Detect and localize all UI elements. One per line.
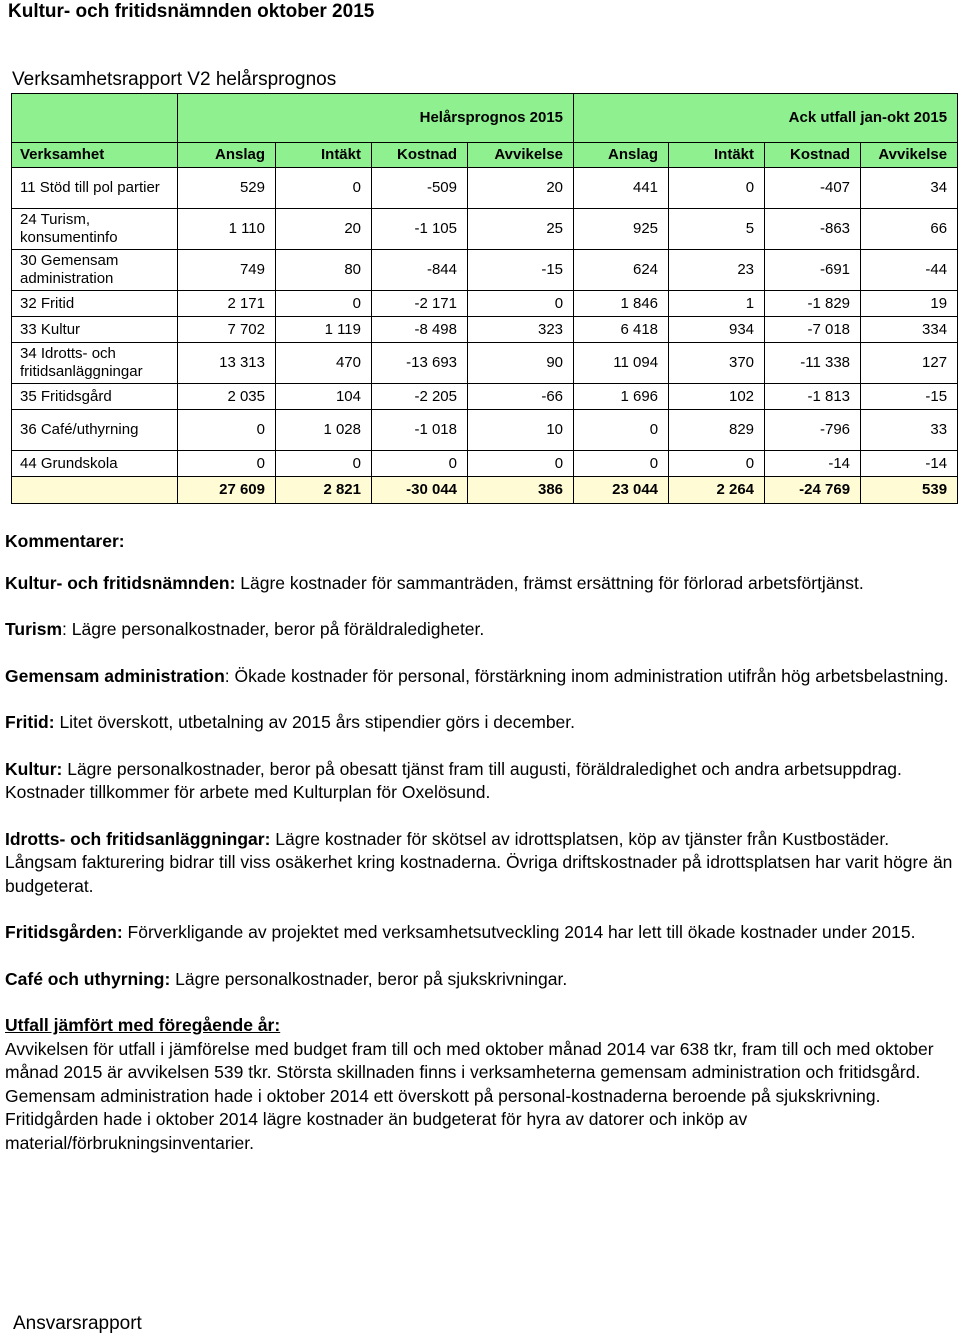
row-value: -2 205 xyxy=(372,384,468,410)
row-value: 34 xyxy=(861,168,958,209)
comment-text: Lägre personalkostnader, beror på sjukskrivningar. xyxy=(170,968,568,989)
row-value: 1 119 xyxy=(276,317,372,343)
row-value: 7 702 xyxy=(178,317,276,343)
row-value: 470 xyxy=(276,343,372,384)
comparison-heading: Utfall jämfört med föregående år: xyxy=(5,1015,281,1035)
group-header-forecast: Helårsprognos 2015 xyxy=(178,94,574,143)
row-value: 441 xyxy=(574,168,669,209)
row-value: 66 xyxy=(861,209,958,250)
row-value: -691 xyxy=(765,250,861,291)
row-value: 0 xyxy=(669,168,765,209)
row-value: 80 xyxy=(276,250,372,291)
row-name: 30 Gemensam administration xyxy=(12,250,178,291)
comment-item xyxy=(5,758,955,805)
row-value: 25 xyxy=(468,209,574,250)
row-name: 24 Turism, konsumentinfo xyxy=(12,209,178,250)
row-value: 529 xyxy=(178,168,276,209)
row-value: -13 693 xyxy=(372,343,468,384)
row-value: 13 313 xyxy=(178,343,276,384)
row-value: 1 696 xyxy=(574,384,669,410)
row-value: 334 xyxy=(861,317,958,343)
row-value: -44 xyxy=(861,250,958,291)
table-row xyxy=(12,410,958,451)
row-value: 0 xyxy=(468,451,574,477)
row-value: -14 xyxy=(765,451,861,477)
row-value: 1 110 xyxy=(178,209,276,250)
column-header: Anslag xyxy=(574,143,669,168)
row-value: -844 xyxy=(372,250,468,291)
row-value: 2 171 xyxy=(178,291,276,317)
totals-label-cell xyxy=(12,477,178,504)
row-value: 749 xyxy=(178,250,276,291)
row-value: 624 xyxy=(574,250,669,291)
row-name: 32 Fritid xyxy=(12,291,178,317)
table-row xyxy=(12,250,958,291)
row-value: 127 xyxy=(861,343,958,384)
row-value: 104 xyxy=(276,384,372,410)
column-header: Kostnad xyxy=(765,143,861,168)
budget-table xyxy=(11,93,958,504)
comments-section xyxy=(5,530,955,1155)
comment-item xyxy=(5,665,955,689)
row-value: 934 xyxy=(669,317,765,343)
column-header: Avvikelse xyxy=(861,143,958,168)
column-header: Intäkt xyxy=(669,143,765,168)
row-value: 0 xyxy=(276,291,372,317)
row-value: -2 171 xyxy=(372,291,468,317)
comment-text: Lägre personalkostnader, beror på obesatt tjänst fram till augusti, föräldraledighet och andra arbetsuppdrag. Kostnader tillkommer för arbete med Kulturplan för Oxelösund. xyxy=(5,758,902,802)
comment-label: Fritidsgården: xyxy=(5,922,123,942)
row-value: 829 xyxy=(669,410,765,451)
column-header: Intäkt xyxy=(276,143,372,168)
comment-item xyxy=(5,711,955,735)
row-name: 44 Grundskola xyxy=(12,451,178,477)
row-value: -11 338 xyxy=(765,343,861,384)
row-value: 0 xyxy=(178,410,276,451)
comparison-text: Avvikelsen för utfall i jämförelse med budget fram till och med oktober månad 2014 var 638 tkr, fram till och med oktober månad 2015 är avvikelsen 539 tkr. Största skillnaden finns i verksamheterna gemensam administration och fritidsgård. Gemensam administration hade i oktober 2014 ett överskott på personal-kostnaderna beroende på sjukskrivning. Fritidgården hade i oktober 2014 lägre kostnader än budgeterat för hyra av datorer och inköp av material/förbrukningsinventarier. xyxy=(5,1038,934,1153)
column-header-row xyxy=(12,143,958,168)
comment-item xyxy=(5,828,955,899)
comment-text: : Lägre personalkostnader, beror på föräldraledigheter. xyxy=(62,619,485,639)
comment-text: : Ökade kostnader för personal, förstärkning inom administration utifrån hög arbetsbelastning. xyxy=(224,665,949,686)
total-value: 2 264 xyxy=(669,477,765,504)
row-value: -407 xyxy=(765,168,861,209)
comments-heading: Kommentarer: xyxy=(5,531,125,551)
comment-text: Lägre kostnader för sammanträden, främst ersättning för förlorad arbetsförtjänst. xyxy=(235,572,864,593)
totals-row xyxy=(12,477,958,504)
comment-list xyxy=(5,572,955,992)
row-value: 1 028 xyxy=(276,410,372,451)
comment-label: Gemensam administration xyxy=(5,665,225,686)
comment-label: Fritid: xyxy=(5,712,55,732)
row-value: 0 xyxy=(574,410,669,451)
row-value: -14 xyxy=(861,451,958,477)
row-value: 925 xyxy=(574,209,669,250)
row-value: 0 xyxy=(372,451,468,477)
row-value: 2 035 xyxy=(178,384,276,410)
row-value: 19 xyxy=(861,291,958,317)
total-value: 23 044 xyxy=(574,477,669,504)
row-value: 10 xyxy=(468,410,574,451)
column-header: Avvikelse xyxy=(468,143,574,168)
row-value: 23 xyxy=(669,250,765,291)
row-value: -509 xyxy=(372,168,468,209)
row-value: -863 xyxy=(765,209,861,250)
row-name: 36 Café/uthyrning xyxy=(12,410,178,451)
comment-label: Idrotts- och fritidsanläggningar: xyxy=(5,828,271,849)
comment-item xyxy=(5,618,955,642)
total-value: 539 xyxy=(861,477,958,504)
comment-item xyxy=(5,921,955,945)
row-value: 90 xyxy=(468,343,574,384)
total-value: 386 xyxy=(468,477,574,504)
row-value: 102 xyxy=(669,384,765,410)
total-value: -30 044 xyxy=(372,477,468,504)
table-row xyxy=(12,291,958,317)
row-value: -7 018 xyxy=(765,317,861,343)
group-header-spacer xyxy=(12,94,178,143)
report-subtitle: Verksamhetsrapport V2 helårsprognos xyxy=(12,69,337,90)
row-value: -1 813 xyxy=(765,384,861,410)
comment-label: Turism xyxy=(5,619,63,639)
comment-text: Litet överskott, utbetalning av 2015 års stipendier görs i december. xyxy=(54,712,576,732)
row-value: 5 xyxy=(669,209,765,250)
column-header: Verksamhet xyxy=(12,143,178,168)
comment-text: Lägre kostnader för skötsel av idrottsplatsen, köp av tjänster från Kustbostäder. Långsam fakturering bidrar till viss osäkerhet kring kostnaderna. Övriga driftskostnader på idrottsplatsen har varit högre än budgeterat. xyxy=(5,828,953,896)
comment-label: Kultur: xyxy=(5,758,63,779)
group-header-row xyxy=(12,94,958,143)
group-header-actual: Ack utfall jan-okt 2015 xyxy=(574,94,958,143)
row-value: 0 xyxy=(276,168,372,209)
row-value: 323 xyxy=(468,317,574,343)
comment-text: Förverkligande av projektet med verksamhetsutveckling 2014 har lett till ökade kostnader under 2015. xyxy=(122,922,916,942)
row-value: 20 xyxy=(276,209,372,250)
table-row xyxy=(12,343,958,384)
row-name: 34 Idrotts- och fritidsanläggningar xyxy=(12,343,178,384)
table-row xyxy=(12,451,958,477)
row-value: 11 094 xyxy=(574,343,669,384)
row-value: -15 xyxy=(861,384,958,410)
row-value: -1 105 xyxy=(372,209,468,250)
row-value: 0 xyxy=(468,291,574,317)
row-value: -1 829 xyxy=(765,291,861,317)
total-value: 27 609 xyxy=(178,477,276,504)
row-value: -796 xyxy=(765,410,861,451)
row-value: -15 xyxy=(468,250,574,291)
row-value: 1 xyxy=(669,291,765,317)
row-value: 0 xyxy=(574,451,669,477)
row-value: 0 xyxy=(178,451,276,477)
row-value: 20 xyxy=(468,168,574,209)
row-value: -1 018 xyxy=(372,410,468,451)
footer-label: Ansvarsrapport xyxy=(13,1313,142,1334)
column-header: Kostnad xyxy=(372,143,468,168)
table-row xyxy=(12,384,958,410)
row-value: 1 846 xyxy=(574,291,669,317)
comment-item xyxy=(5,968,955,992)
row-value: 370 xyxy=(669,343,765,384)
table-row xyxy=(12,209,958,250)
comment-item xyxy=(5,572,955,596)
row-value: 33 xyxy=(861,410,958,451)
comment-label: Café och uthyrning: xyxy=(5,968,171,989)
comment-label: Kultur- och fritidsnämnden: xyxy=(5,572,236,593)
page-title: Kultur- och fritidsnämnden oktober 2015 xyxy=(8,1,375,22)
row-name: 35 Fritidsgård xyxy=(12,384,178,410)
table-row xyxy=(12,317,958,343)
row-value: -66 xyxy=(468,384,574,410)
table-row xyxy=(12,168,958,209)
row-value: 6 418 xyxy=(574,317,669,343)
column-header: Anslag xyxy=(178,143,276,168)
row-value: 0 xyxy=(276,451,372,477)
row-value: 0 xyxy=(669,451,765,477)
row-name: 11 Stöd till pol partier xyxy=(12,168,178,209)
row-name: 33 Kultur xyxy=(12,317,178,343)
total-value: 2 821 xyxy=(276,477,372,504)
row-value: -8 498 xyxy=(372,317,468,343)
total-value: -24 769 xyxy=(765,477,861,504)
